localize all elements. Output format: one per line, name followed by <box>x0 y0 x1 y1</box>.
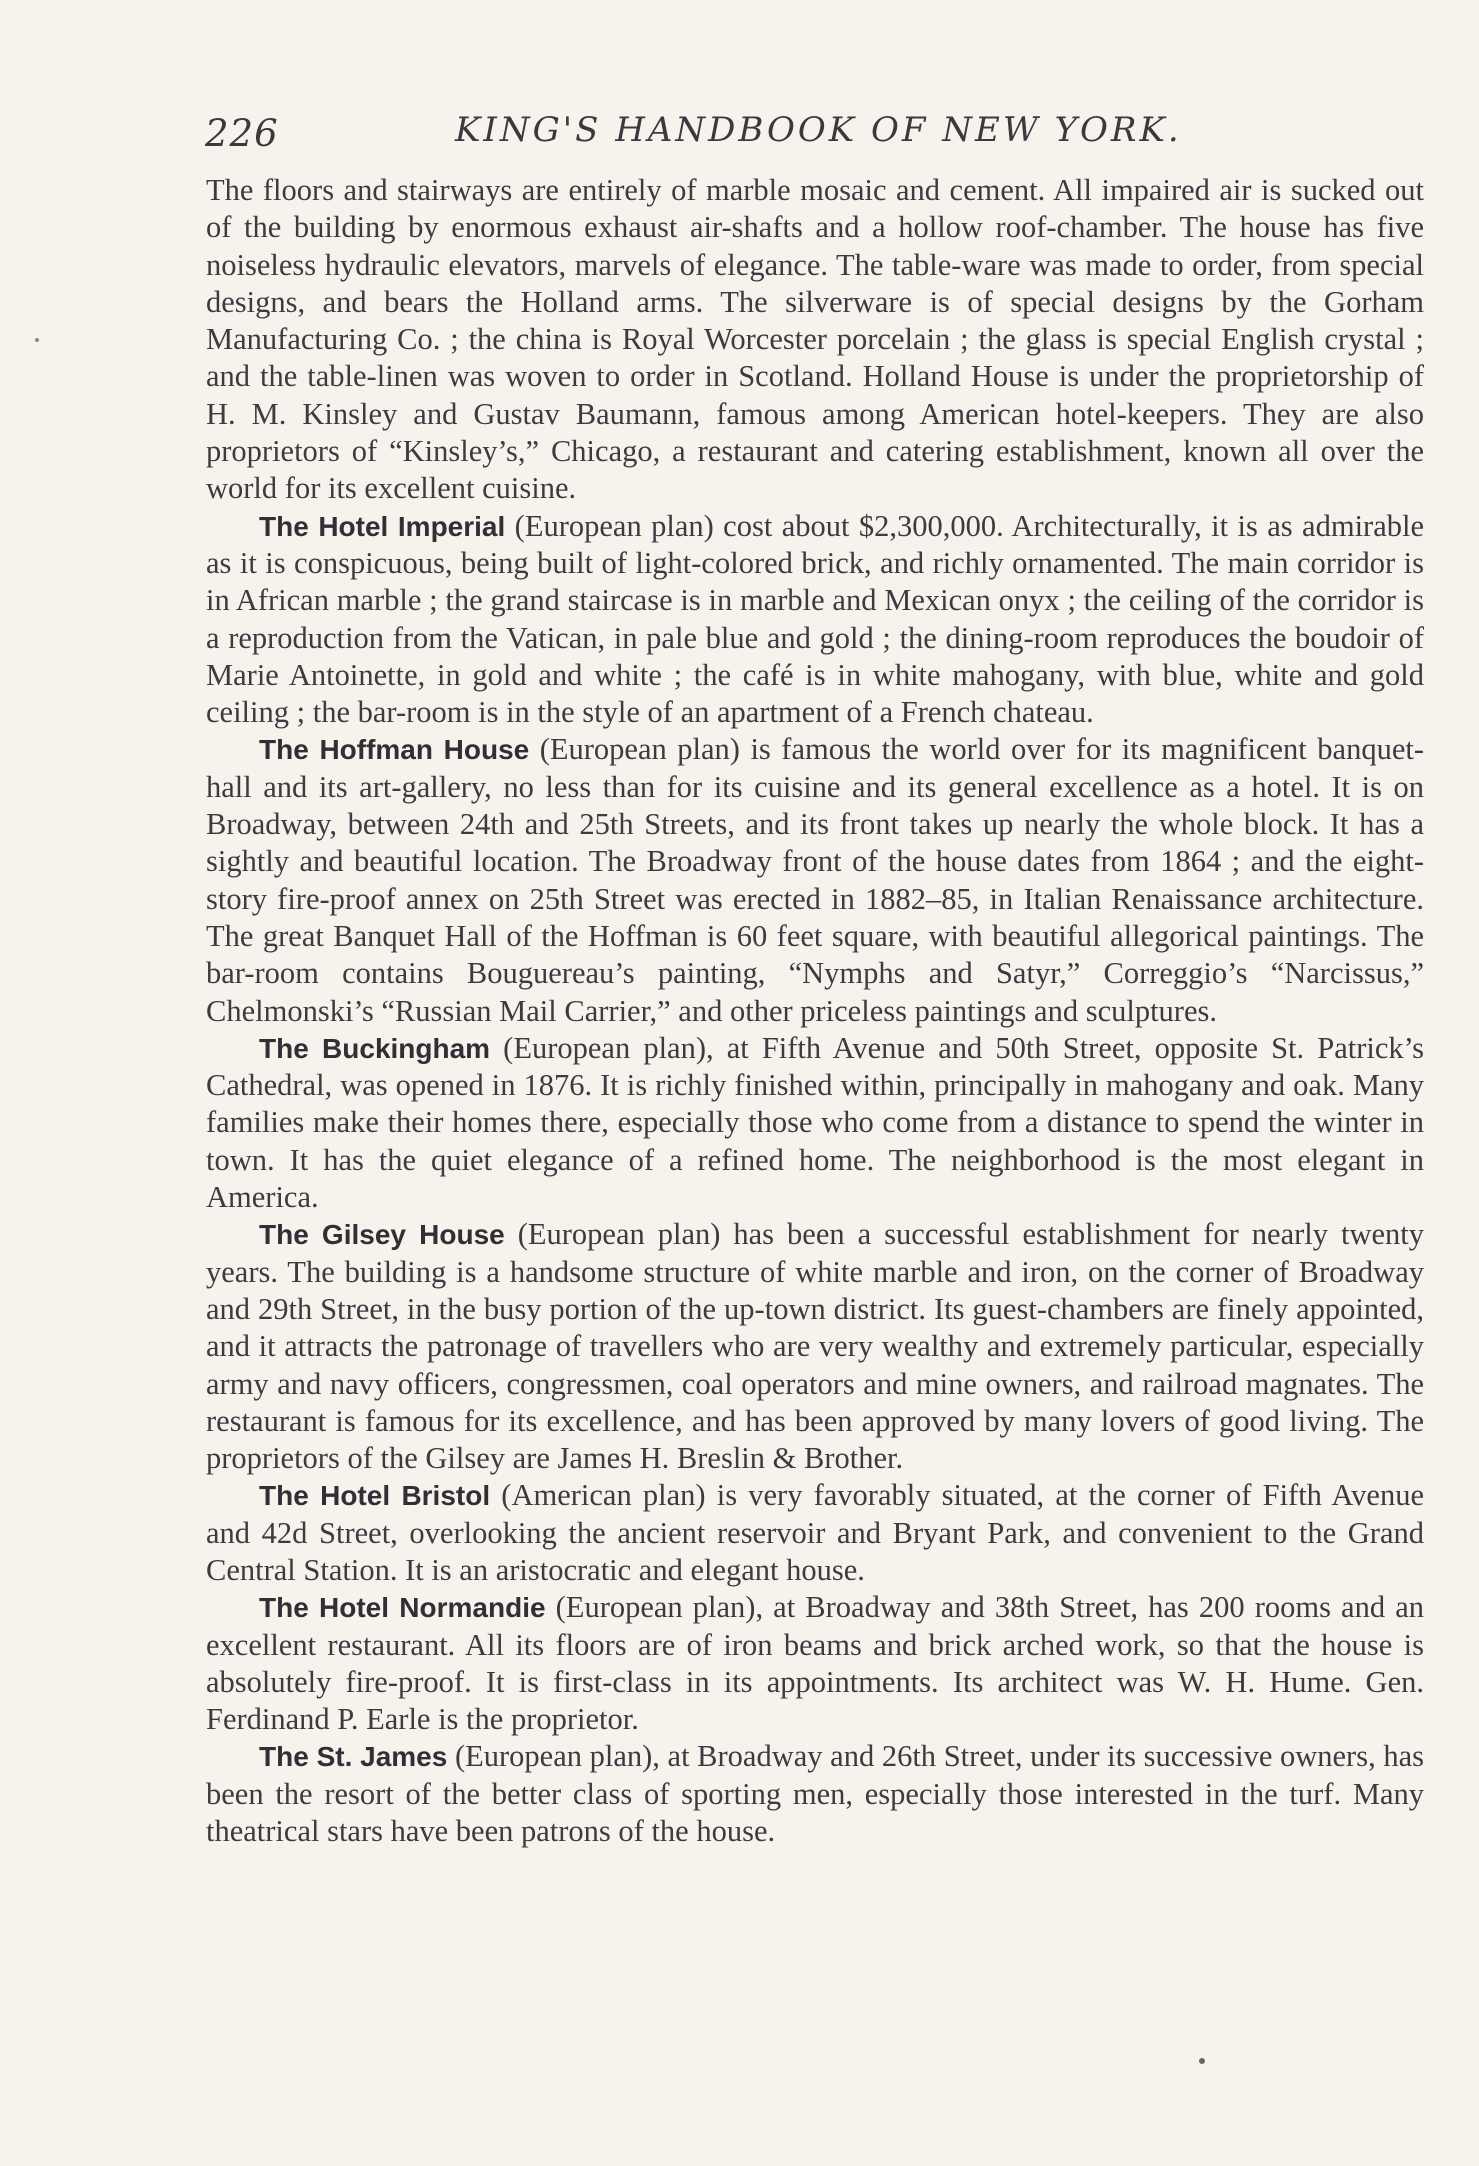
hotel-name: The Hotel Normandie <box>259 1592 546 1624</box>
entry-text: (European plan), at Broadway and 26th Street, under its successive owners, has been the resort of the better class of sporting men, especially those interested in the turf. Many theatrical stars have been patrons of the house. <box>206 1739 1424 1849</box>
entry-text: (European plan) cost about $2,300,000. Architecturally, it is as admirable as it is conspicuous, being built of light-colored brick, and richly ornamented. The main corridor is in African marble ; the grand staircase is in marble and Mexican onyx ; the ceiling of the corridor is a reproduction from the Vatican, in pale blue and gold ; the dining-room reproduces the boudoir of Marie Antoinette, in gold and white ; the café is in white mahogany, with blue, white and gold ceiling ; the bar-room is in the style of an apartment of a French chateau. <box>206 508 1424 730</box>
running-title: KING'S HANDBOOK OF NEW YORK. <box>455 110 1182 150</box>
entry-hoffman-house <box>206 731 1424 1029</box>
page-number: 226 <box>205 112 279 155</box>
hotel-name: The Hotel Bristol <box>259 1480 491 1512</box>
entry-text: (European plan) has been a successful establishment for nearly twenty years. The building is a handsome structure of white marble and iron, on the corner of Broadway and 29th Street, in the busy portion of the up-town district. Its guest-chambers are finely appointed, and it attracts the patronage of travellers who are very wealthy and extremely particular, especially army and navy officers, congressmen, coal operators and mine owners, and railroad magnates. The restaurant is famous for its excellence, and has been approved by many lovers of good living. The proprietors of the Gilsey are James H. Breslin & Brother. <box>206 1217 1424 1476</box>
page-header <box>205 104 1425 164</box>
hotel-name: The St. James <box>259 1741 448 1773</box>
entry-gilsey-house <box>206 1216 1424 1477</box>
hotel-name: The Buckingham <box>259 1032 491 1064</box>
entry-hotel-normandie <box>206 1589 1424 1738</box>
entry-text: (European plan) is famous the world over for its magnificent banquet-hall and its art-gallery, no less than for its cuisine and its general excellence as a hotel. It is on Broadway, between 24th and 25th Streets, and its front takes up nearly the whole block. It has a sightly and beautiful location. The Broadway front of the house dates from 1864 ; and the eight-story fire-proof annex on 25th Street was erected in 1882–85, in Italian Renaissance architecture. The great Banquet Hall of the Hoffman is 60 feet square, with beautiful allegorical paintings. The bar-room contains Bouguereau’s painting, “Nymphs and Satyr,” Correggio’s “Narcissus,” Chelmonski’s “Russian Mail Carrier,” and other priceless paintings and sculptures. <box>206 732 1424 1028</box>
entry-text: (American plan) is very favorably situated, at the corner of Fifth Avenue and 42d Street, overlooking the ancient reservoir and Bryant Park, and convenient to the Grand Central Station. It is an aristocratic and elegant house. <box>206 1478 1425 1587</box>
margin-speck <box>35 338 39 342</box>
hotel-name: The Gilsey House <box>259 1219 505 1251</box>
body-text <box>206 172 1424 1850</box>
intro-paragraph: The floors and stairways are entirely of marble mosaic and cement. All impaired air is sucked out of the building by enormous exhaust air-shafts and a hollow roof-chamber. The house has five noiseless hydraulic elevators, marvels of elegance. The table-ware was made to order, from special designs, and bears the Holland arms. The silverware is of special designs by the Gorham Manufacturing Co. ; the china is Royal Worcester porcelain ; the glass is special English crystal ; and the table-linen was woven to order in Scotland. Holland House is under the proprietorship of H. M. Kinsley and Gustav Baumann, famous among American hotel-keepers. They are also proprietors of “Kinsley’s,” Chicago, a restaurant and catering establishment, known all over the world for its excellent cuisine. <box>206 173 1424 506</box>
entry-text: (European plan), at Broadway and 38th Street, has 200 rooms and an excellent restaurant. All its floors are of iron beams and brick arched work, so that the house is absolutely fire-proof. It is first-class in its appointments. Its architect was W. H. Hume. Gen. Ferdinand P. Earle is the proprietor. <box>206 1590 1424 1737</box>
entry-hotel-imperial <box>206 508 1424 732</box>
entry-text: (European plan), at Fifth Avenue and 50th Street, opposite St. Patrick’s Cathedral, was opened in 1876. It is richly finished within, principally in mahogany and oak. Many families make their homes there, especially those who come from a distance to spend the winter in town. It has the quiet elegance of a refined home. The neighborhood is the most elegant in America. <box>206 1030 1424 1215</box>
entry-st-james <box>206 1738 1424 1850</box>
entry-hotel-bristol <box>206 1477 1424 1589</box>
entry-buckingham <box>206 1030 1424 1216</box>
hotel-name: The Hotel Imperial <box>259 510 506 542</box>
footer-speck <box>1199 2058 1205 2064</box>
hotel-name: The Hoffman House <box>259 734 530 766</box>
